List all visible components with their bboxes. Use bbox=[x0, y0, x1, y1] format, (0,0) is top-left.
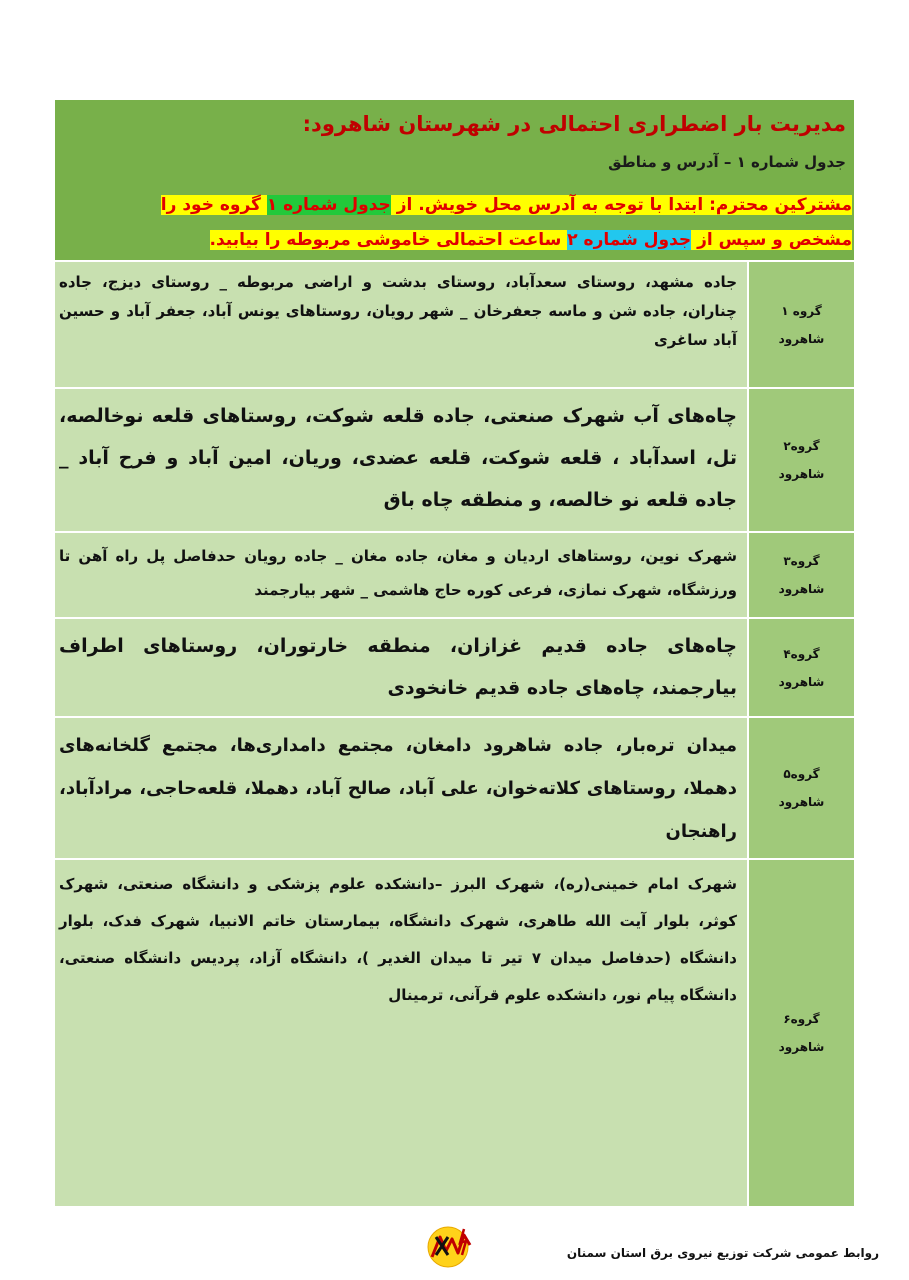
notice-line-2 bbox=[55, 223, 852, 258]
table-header bbox=[55, 100, 854, 260]
group-label: گروه۶ bbox=[783, 1012, 820, 1026]
city-label: شاهرود bbox=[778, 795, 825, 809]
areas-cell: شهرک امام خمینی(ره)، شهرک البرز –دانشکده علوم پزشکی و دانشگاه صنعتی، شهرک کوثر، بلوار آیت الله طاهری، شهرک دانشگاه، بیمارستان خاتم الانبیا، شهرک فدک، بلوار دانشگاه (حدفاصل میدان ۷ تیر تا میدان الغدیر )، دانشگاه آزاد، پردیس دانشگاه صنعتی، دانشگاه پیام نور، دانشکده علوم قرآنی، ترمینال bbox=[55, 860, 749, 1206]
group-cell bbox=[749, 262, 854, 387]
group-cell bbox=[749, 533, 854, 617]
page-title: مدیریت بار اضطراری احتمالی در شهرستان شاهرود: bbox=[302, 112, 846, 136]
table-row bbox=[55, 387, 854, 531]
group-label: گروه۳ bbox=[783, 554, 820, 568]
table-row bbox=[55, 716, 854, 858]
subscriber-notice bbox=[55, 188, 852, 258]
city-label: شاهرود bbox=[778, 1040, 825, 1054]
areas-cell: شهرک نوین، روستاهای اردیان و مغان، جاده مغان _ جاده رویان حدفاصل پل راه آهن تا ورزشگاه، شهرک نمازی، فرعی کوره حاج هاشمی _ شهر بیارجمند bbox=[55, 533, 749, 617]
table-row bbox=[55, 260, 854, 387]
footer-credit: روابط عمومی شرکت توزیع نیروی برق استان سمنان bbox=[566, 1246, 879, 1260]
notice-text: مشخص و سپس از bbox=[691, 230, 852, 250]
table-row bbox=[55, 858, 854, 1206]
group-cell bbox=[749, 860, 854, 1206]
areas-cell: چاه‌های جاده قدیم غزازان، منطقه خارتوران، روستاهای اطراف بیارجمند، چاه‌های جاده قدیم خانخودی bbox=[55, 619, 749, 716]
table-subtitle: جدول شماره ۱ – آدرس و مناطق bbox=[608, 153, 846, 171]
group-cell bbox=[749, 718, 854, 858]
group-label: گروه ۱ bbox=[781, 303, 822, 318]
table-2-highlight: جدول شماره ۲ bbox=[567, 230, 692, 250]
city-label: شاهرود bbox=[778, 674, 825, 689]
notice-text: مشترکین محترم: ابتدا با توجه به آدرس محل خویش. از bbox=[390, 195, 852, 215]
table-row bbox=[55, 617, 854, 716]
city-label: شاهرود bbox=[778, 331, 825, 346]
group-label: گروه۲ bbox=[783, 439, 820, 453]
table-row bbox=[55, 531, 854, 617]
power-company-logo-icon bbox=[424, 1221, 484, 1271]
group-label: گروه۴ bbox=[783, 646, 820, 661]
city-label: شاهرود bbox=[778, 467, 825, 481]
group-cell bbox=[749, 389, 854, 531]
table-1-highlight: جدول شماره ۱ bbox=[266, 195, 391, 215]
city-label: شاهرود bbox=[778, 582, 825, 596]
address-table bbox=[55, 100, 854, 1204]
areas-cell: میدان تره‌بار، جاده شاهرود دامغان، مجتمع دامداری‌ها، مجتمع گلخانه‌های دهملا، روستاهای کلاته‌خوان، علی آباد، صالح آباد، دهملا، قلعه‌حاجی، مرادآباد، راهنجان bbox=[55, 718, 749, 858]
group-cell bbox=[749, 619, 854, 716]
group-label: گروه۵ bbox=[783, 767, 820, 781]
notice-line-1 bbox=[55, 188, 852, 223]
notice-text: گروه خود را bbox=[160, 195, 267, 215]
notice-text: ساعت احتمالی خاموشی مربوطه را بیابید. bbox=[209, 230, 568, 250]
areas-cell: جاده مشهد، روستای سعدآباد، روستای بدشت و اراضی مربوطه _ روستای دیزج، جاده چناران، جاده شن و ماسه جعفرخان _ شهر رویان، روستاهای یونس آباد، جعفر آباد و حسین آباد ساغری bbox=[55, 262, 749, 387]
areas-cell: چاه‌های آب شهرک صنعتی، جاده قلعه شوکت، روستاهای قلعه نوخالصه، تل، اسدآباد ، قلعه شوکت، قلعه عضدی، وریان، امین آباد و فرح آباد _ جاده قلعه نو خالصه، و منطقه چاه باق bbox=[55, 389, 749, 531]
